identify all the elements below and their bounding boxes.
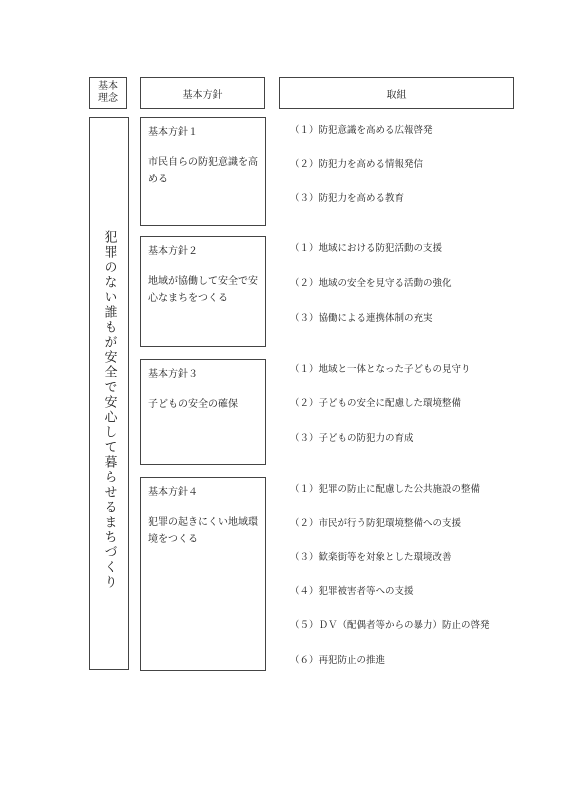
header-basic-policy: 基本方針 [140,77,265,109]
policy-box-4 [140,477,266,671]
action-item-4-3: （３）歓楽街等を対象とした環境改善 [290,552,452,563]
policy-box-2 [140,236,266,347]
action-item-2-3: （３）協働による連携体制の充実 [290,313,433,324]
vision-text: 犯罪のない誰もが安全で安心して暮らせるまちづくり [101,230,117,590]
policy-title: 基本方針１ [148,127,198,138]
policy-box-3 [140,359,266,465]
action-item-1-2: （２）防犯力を高める情報発信 [290,159,424,170]
policy-title: 基本方針２ [148,246,198,257]
vision-box [89,117,129,670]
header-basic-philosophy-line2: 理念 [98,93,118,104]
action-item-3-3: （３）子どもの防犯力の育成 [290,433,414,444]
action-item-3-2: （２）子どもの安全に配慮した環境整備 [290,398,462,409]
action-item-2-2: （２）地域の安全を見守る活動の強化 [290,278,452,289]
action-item-2-1: （１）地域における防犯活動の支援 [290,243,443,254]
action-item-4-4: （４）犯罪被害者等への支援 [290,586,414,597]
policy-description: 市民自らの防犯意識を高める [148,157,258,185]
action-item-1-3: （３）防犯力を高める教育 [290,193,405,204]
policy-description: 子どもの安全の確保 [148,399,238,410]
action-item-3-1: （１）地域と一体となった子どもの見守り [290,364,471,375]
policy-box-1 [140,117,266,226]
header-basic-philosophy [89,77,127,109]
action-item-4-2: （２）市民が行う防犯環境整備への支援 [290,518,462,529]
action-item-4-1: （１）犯罪の防止に配慮した公共施設の整備 [290,484,481,495]
header-basic-philosophy-line1: 基本 [98,81,118,92]
policy-description: 地域が協働して安全で安心なまちをつくる [148,276,258,304]
policy-title: 基本方針４ [148,487,198,498]
header-initiatives: 取組 [279,77,514,109]
action-item-4-6: （６）再犯防止の推進 [290,655,386,666]
policy-description: 犯罪の起きにくい地域環境をつくる [148,517,258,545]
action-item-1-1: （１）防犯意識を高める広報啓発 [290,125,433,136]
action-item-4-5: （５）ＤＶ（配偶者等からの暴力）防止の啓発 [290,620,490,631]
policy-title: 基本方針３ [148,369,198,380]
